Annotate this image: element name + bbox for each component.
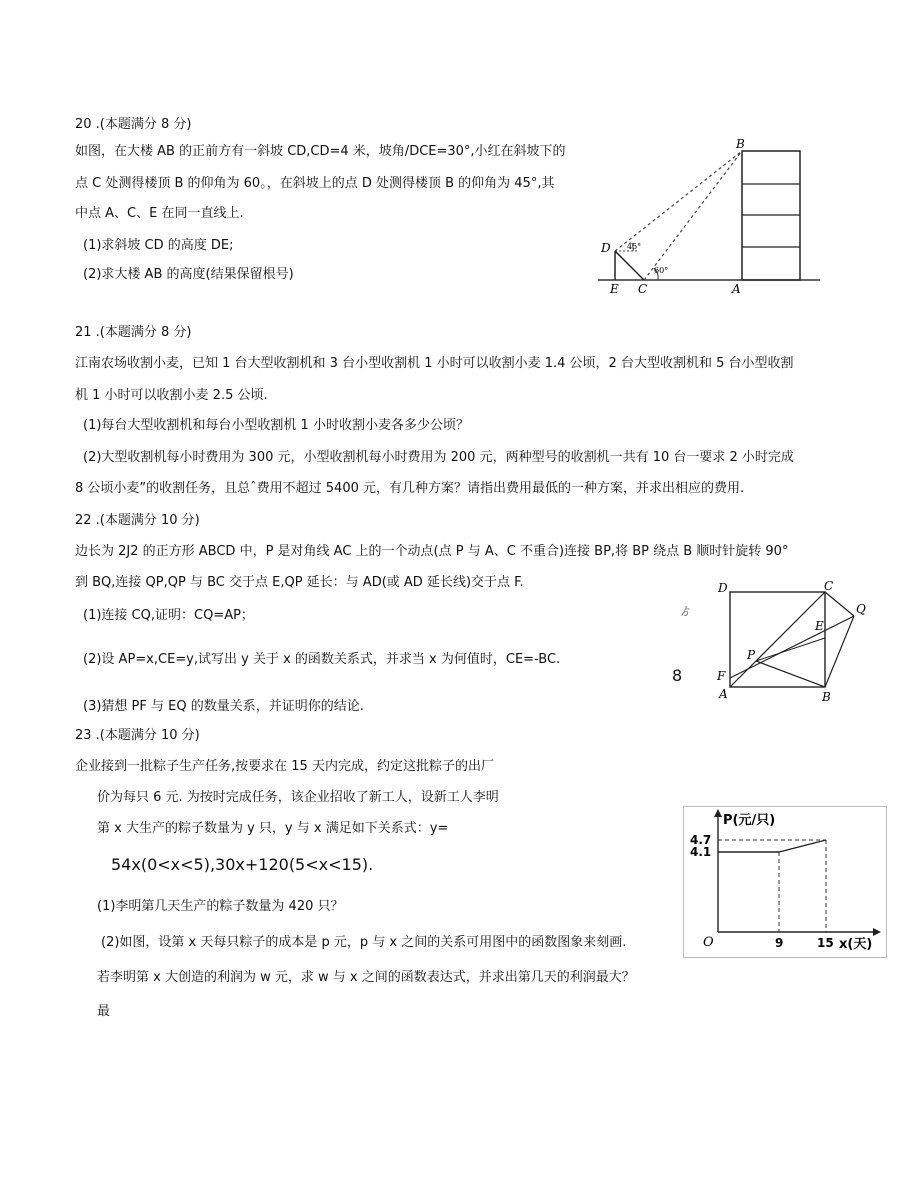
q20-sightline-DB [615,151,742,251]
q23-subq-2: (2)如图，设第 x 天每只粽子的成本是 p 元，p 与 x 之间的关系可用图中的函数图象来刻画. [101,935,627,950]
q20-label-D: D [601,241,611,255]
q23-cost-graph [683,806,887,958]
q20-angle-60: 60° [654,266,669,275]
q20-label-B: B [736,137,745,151]
q23-heading: 23 .(本题满分 10 分) [75,728,200,743]
q21-subq-2-cont: 8 公顷小麦”的收割任务，且总ˆ费用不超过 5400 元，有几种方案？请指出费用最低的一种方案，并求出相应的费用. [75,481,745,496]
q21-subq-2: (2)大型收割机每小时费用为 300 元，小型收割机每小时费用为 200 元，两种型号的收割机一共有 10 台一要求 2 小时完成 [83,450,794,465]
q22-subq-1: (1)连接 CQ,证明：CQ=AP； [83,608,254,623]
q22-label-F: F [717,669,726,683]
q20-segment-DC [615,251,644,280]
q22-label-A: A [719,687,728,701]
q22-line-2: 到 BQ,连接 QP,QP 与 BC 交于点 E,QP 延长：与 AD(或 AD 延长线)交于点 F. [75,575,524,590]
q22-segment-CQ [825,592,854,616]
q20-label-C: C [638,282,648,296]
q22-line-1: 边长为 2J2 的正方形 ABCD 中，P 是对角线 AC 上的一个动点(点 P 与 A、C 不重合)连接 BP,将 BP 绕点 B 顺时针旋转 90° [75,544,789,559]
q22-stray-glyph: ゟ [680,605,691,618]
q21-heading: 21 .(本题满分 8 分) [75,325,192,340]
q23-x-axis-label: x(天) [839,937,873,952]
q23-xtick-15: 15 [817,936,834,950]
q21-line-1: 江南农场收割小麦，已知 1 台大型收割机和 3 台小型收割机 1 小时可以收割小麦 1.4 公顷，2 台大型收割机和 5 台小型收割 [75,356,794,371]
q21-line-2: 机 1 小时可以收割小麦 2.5 公顷. [75,388,268,403]
q20-heading: 20 .(本题满分 8 分) [75,117,192,132]
q20-line-2: 点 C 处测得楼顶 B 的仰角为 60。，在斜坡上的点 D 处测得楼顶 B 的仰角为 45°,其 [75,176,555,191]
q23-ytick-4-7: 4.7 [690,833,712,847]
q20-angle-45: 45° [627,242,642,251]
q22-stray-8: 8 [672,666,683,685]
q20-subq-1: (1)求斜坡 CD 的高度 DE; [83,238,234,253]
q23-origin-label: O [703,935,714,950]
q20-slope-building-figure [598,134,822,296]
q23-ytick-4-1: 4.1 [690,845,712,859]
q22-square-figure [714,578,874,706]
q23-trailing-char: 最 [97,1004,111,1019]
q23-y-axis-label: P(元/只) [723,813,776,828]
q22-label-C: C [824,579,834,593]
q22-label-B: B [822,690,831,704]
q22-heading: 22 .(本题满分 10 分) [75,513,200,528]
q22-subq-2: (2)设 AP=x,CE=y,试写出 y 关于 x 的函数关系式，并求当 x 为何值时，CE=-BC. [83,652,561,667]
q22-segment-BQ [825,616,854,687]
q20-label-A: A [732,282,741,296]
q23-p-segment-rise [779,840,826,852]
q22-diagonal-AC [730,592,825,687]
q23-line-2: 价为每只 6 元. 为按时完成任务，该企业招收了新工人，设新工人李明 [97,790,499,805]
q21-subq-1: (1)每台大型收割机和每台小型收割机 1 小时收割小麦各多少公顷？ [83,418,469,433]
q23-subq-2-cont: 若李明第 x 大创造的利润为 w 元，求 w 与 x 之间的函数表达式，并求出第几天的利润最大？ [97,970,635,985]
q22-label-E: E [815,619,824,633]
q23-line-1: 企业接到一批粽子生产任务,按要求在 15 天内完成，约定这批粽子的出厂 [75,759,494,774]
q22-subq-3: (3)猜想 PF 与 EQ 的数量关系，并证明你的结论. [83,699,364,714]
q20-label-E: E [610,282,619,296]
q23-piecewise: 54x(0<x<5),30x+120(5<x<15). [111,855,374,874]
q22-label-Q: Q [856,602,866,616]
q20-subq-2: (2)求大楼 AB 的高度(结果保留根号) [83,267,294,282]
q20-line-1: 如图，在大楼 AB 的正前方有一斜坡 CD,CD=4 米，坡角/DCE=30°,小红在斜坡下的 [75,144,566,159]
q22-label-D: D [718,581,728,595]
q20-line-3: 中点 A、C、E 在同一直线上. [75,206,244,221]
q22-label-P: P [747,648,756,662]
q23-subq-1: (1)李明第几天生产的粽子数量为 420 只？ [97,899,344,914]
q23-xtick-9: 9 [775,936,784,950]
q23-line-3: 第 x 大生产的粽子数量为 y 只，y 与 x 满足如下关系式：y= [97,821,449,836]
q22-segment-PB2 [756,661,825,687]
q20-sightline-CB [644,151,742,280]
